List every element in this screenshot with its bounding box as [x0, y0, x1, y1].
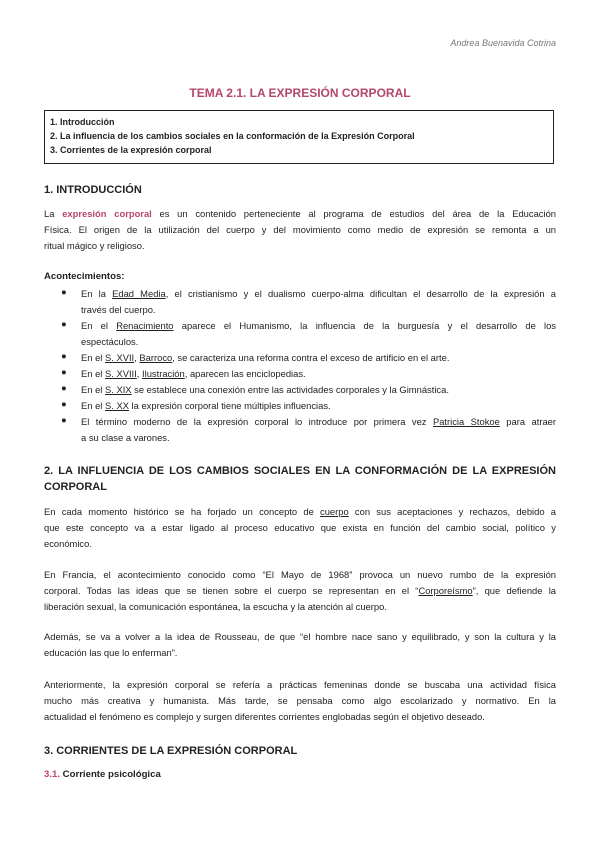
text: , aparecen las enciclopedias.	[184, 368, 306, 379]
list-item-text	[81, 414, 556, 446]
bullet-icon: ●	[61, 366, 67, 377]
bullet-icon: ●	[61, 382, 67, 393]
paragraph-line: actualidad el fenómeno es complejo y surgen diferentes corrientes englobadas según el objetivo deseado.	[44, 711, 485, 722]
text: En el	[81, 400, 105, 411]
toc-item: 2. La influencia de los cambios sociales en la conformación de la Expresión Corporal	[50, 131, 415, 141]
paragraph-line	[44, 583, 556, 599]
paragraph-line: ritual mágico y religioso.	[44, 240, 145, 251]
paragraph-line: educación las que lo enferman”.	[44, 647, 178, 658]
list-line	[81, 286, 556, 302]
underlined-term: Edad Media	[112, 288, 166, 299]
text: corporal. Todas las ideas que se tienen sobre el cuerpo se representan en el “	[44, 585, 419, 596]
document-title: TEMA 2.1. LA EXPRESIÓN CORPORAL	[189, 86, 411, 100]
paragraph-anteriormente	[44, 677, 556, 725]
text: , el cristianismo y el dualismo cuerpo-alma dificultan el desarrollo de la expresión a	[165, 288, 556, 299]
underlined-term: Ilustración	[142, 368, 185, 379]
list-line: espectáculos.	[81, 336, 139, 347]
underlined-term: Patricia Stokoe	[432, 416, 500, 427]
text: La	[44, 208, 63, 219]
paragraph-line: Física. El origen de la utilización del cuerpo y del movimiento como medio de expresión se remonta a un	[44, 224, 556, 235]
list-line	[81, 350, 556, 366]
list-line	[81, 366, 556, 382]
paragraph-rousseau	[44, 629, 556, 661]
events-label: Acontecimientos:	[44, 271, 125, 282]
text: ,	[136, 368, 142, 379]
text: ”, que defiende la	[472, 585, 556, 596]
list-item-text	[81, 382, 556, 398]
section-heading-influencia	[44, 463, 556, 479]
list-item-text	[81, 398, 556, 414]
underlined-term: S. XX	[104, 400, 129, 411]
underlined-term: Barroco	[139, 352, 173, 363]
text: con sus aceptaciones y rechazos, debido a	[348, 506, 556, 517]
text: se establece una conexión entre las actividades corporales y la Gimnástica.	[131, 384, 449, 395]
highlight-term: expresión corporal	[62, 208, 152, 219]
subsection-heading	[44, 769, 161, 780]
heading-line: 2. LA INFLUENCIA DE LOS CAMBIOS SOCIALES EN LA CONFORMACIÓN DE LA EXPRESIÓN	[44, 465, 556, 477]
bullet-icon: ●	[61, 398, 67, 409]
list-line	[81, 318, 556, 334]
text: es un contenido perteneciente al programa de estudios del área de la Educación	[151, 208, 556, 219]
list-item-text	[81, 366, 556, 382]
bullet-icon: ●	[61, 414, 67, 425]
list-line: través del cuerpo.	[81, 304, 156, 315]
bullet-icon: ●	[61, 286, 67, 297]
paragraph-line: Además, se va a volver a la idea de Rousseau, de que “el hombre nace sano y equilibrado, y son la cultura y la	[44, 631, 556, 642]
text: En el	[81, 320, 117, 331]
list-line: a su clase a varones.	[81, 432, 170, 443]
paragraph-line: mucho más creativa y humanista. Más tarde, se pensaba como algo escolarizado y normativo. En la	[44, 695, 556, 706]
author-name: Andrea Buenavida Cotrina	[450, 38, 556, 48]
text: ,	[134, 352, 140, 363]
paragraph-line: liberación sexual, la comunicación espontánea, la escucha y la atención al cuerpo.	[44, 601, 387, 612]
paragraph-cuerpo	[44, 504, 556, 552]
text: En cada momento histórico se ha forjado un concepto de	[44, 506, 321, 517]
text: En el	[81, 352, 105, 363]
text: , se caracteriza una reforma contra el exceso de artificio en el arte.	[172, 352, 450, 363]
section-heading-introduccion: 1. INTRODUCCIÓN	[44, 184, 142, 196]
list-line	[81, 414, 556, 430]
underlined-term: S. XIX	[104, 384, 132, 395]
underlined-term: cuerpo	[320, 506, 349, 517]
paragraph-line: Anteriormente, la expresión corporal se refería a prácticas femeninas donde se buscaba una actividad física	[44, 679, 556, 690]
paragraph-line	[44, 206, 556, 222]
section-heading-corrientes: 3. CORRIENTES DE LA EXPRESIÓN CORPORAL	[44, 745, 298, 757]
paragraph-line: que este concepto va a estar ligado al proceso educativo que exista en función del cambio social, político y	[44, 522, 556, 533]
subsection-number: 3.1.	[44, 769, 61, 780]
subsection-label: Corriente psicológica	[60, 769, 161, 780]
list-item-text	[81, 350, 556, 366]
paragraph-mayo-1968	[44, 567, 556, 615]
text: aparece el Humanismo, la influencia de la burguesía y el desarrollo de los	[173, 320, 556, 331]
bullet-icon: ●	[61, 318, 67, 329]
text: En el	[81, 384, 105, 395]
underlined-term: S. XVIII	[104, 368, 137, 379]
heading-line: CORPORAL	[44, 481, 107, 493]
paragraph-line: En Francia, el acontecimiento conocido como “El Mayo de 1968” provoca un nuevo rumbo de la expresión	[44, 569, 556, 580]
list-item-text	[81, 318, 556, 350]
underlined-term: Renacimiento	[116, 320, 174, 331]
toc-item: 1. Introducción	[50, 117, 115, 127]
list-line	[81, 382, 556, 398]
list-line	[81, 398, 556, 414]
paragraph-line: económico.	[44, 538, 92, 549]
underlined-term: S. XVII	[104, 352, 135, 363]
text: En la	[81, 288, 113, 299]
intro-paragraph	[44, 206, 556, 254]
toc-item: 3. Corrientes de la expresión corporal	[50, 145, 212, 155]
underlined-term: Corporeísmo	[418, 585, 473, 596]
list-item-text	[81, 286, 556, 318]
bullet-icon: ●	[61, 350, 67, 361]
text: la expresión corporal tiene múltiples influencias.	[128, 400, 331, 411]
table-of-contents	[44, 110, 554, 164]
text: El término moderno de la expresión corporal lo introduce por primera vez	[81, 416, 433, 427]
text: para atraer	[499, 416, 557, 427]
text: En el	[81, 368, 105, 379]
paragraph-line	[44, 504, 556, 520]
